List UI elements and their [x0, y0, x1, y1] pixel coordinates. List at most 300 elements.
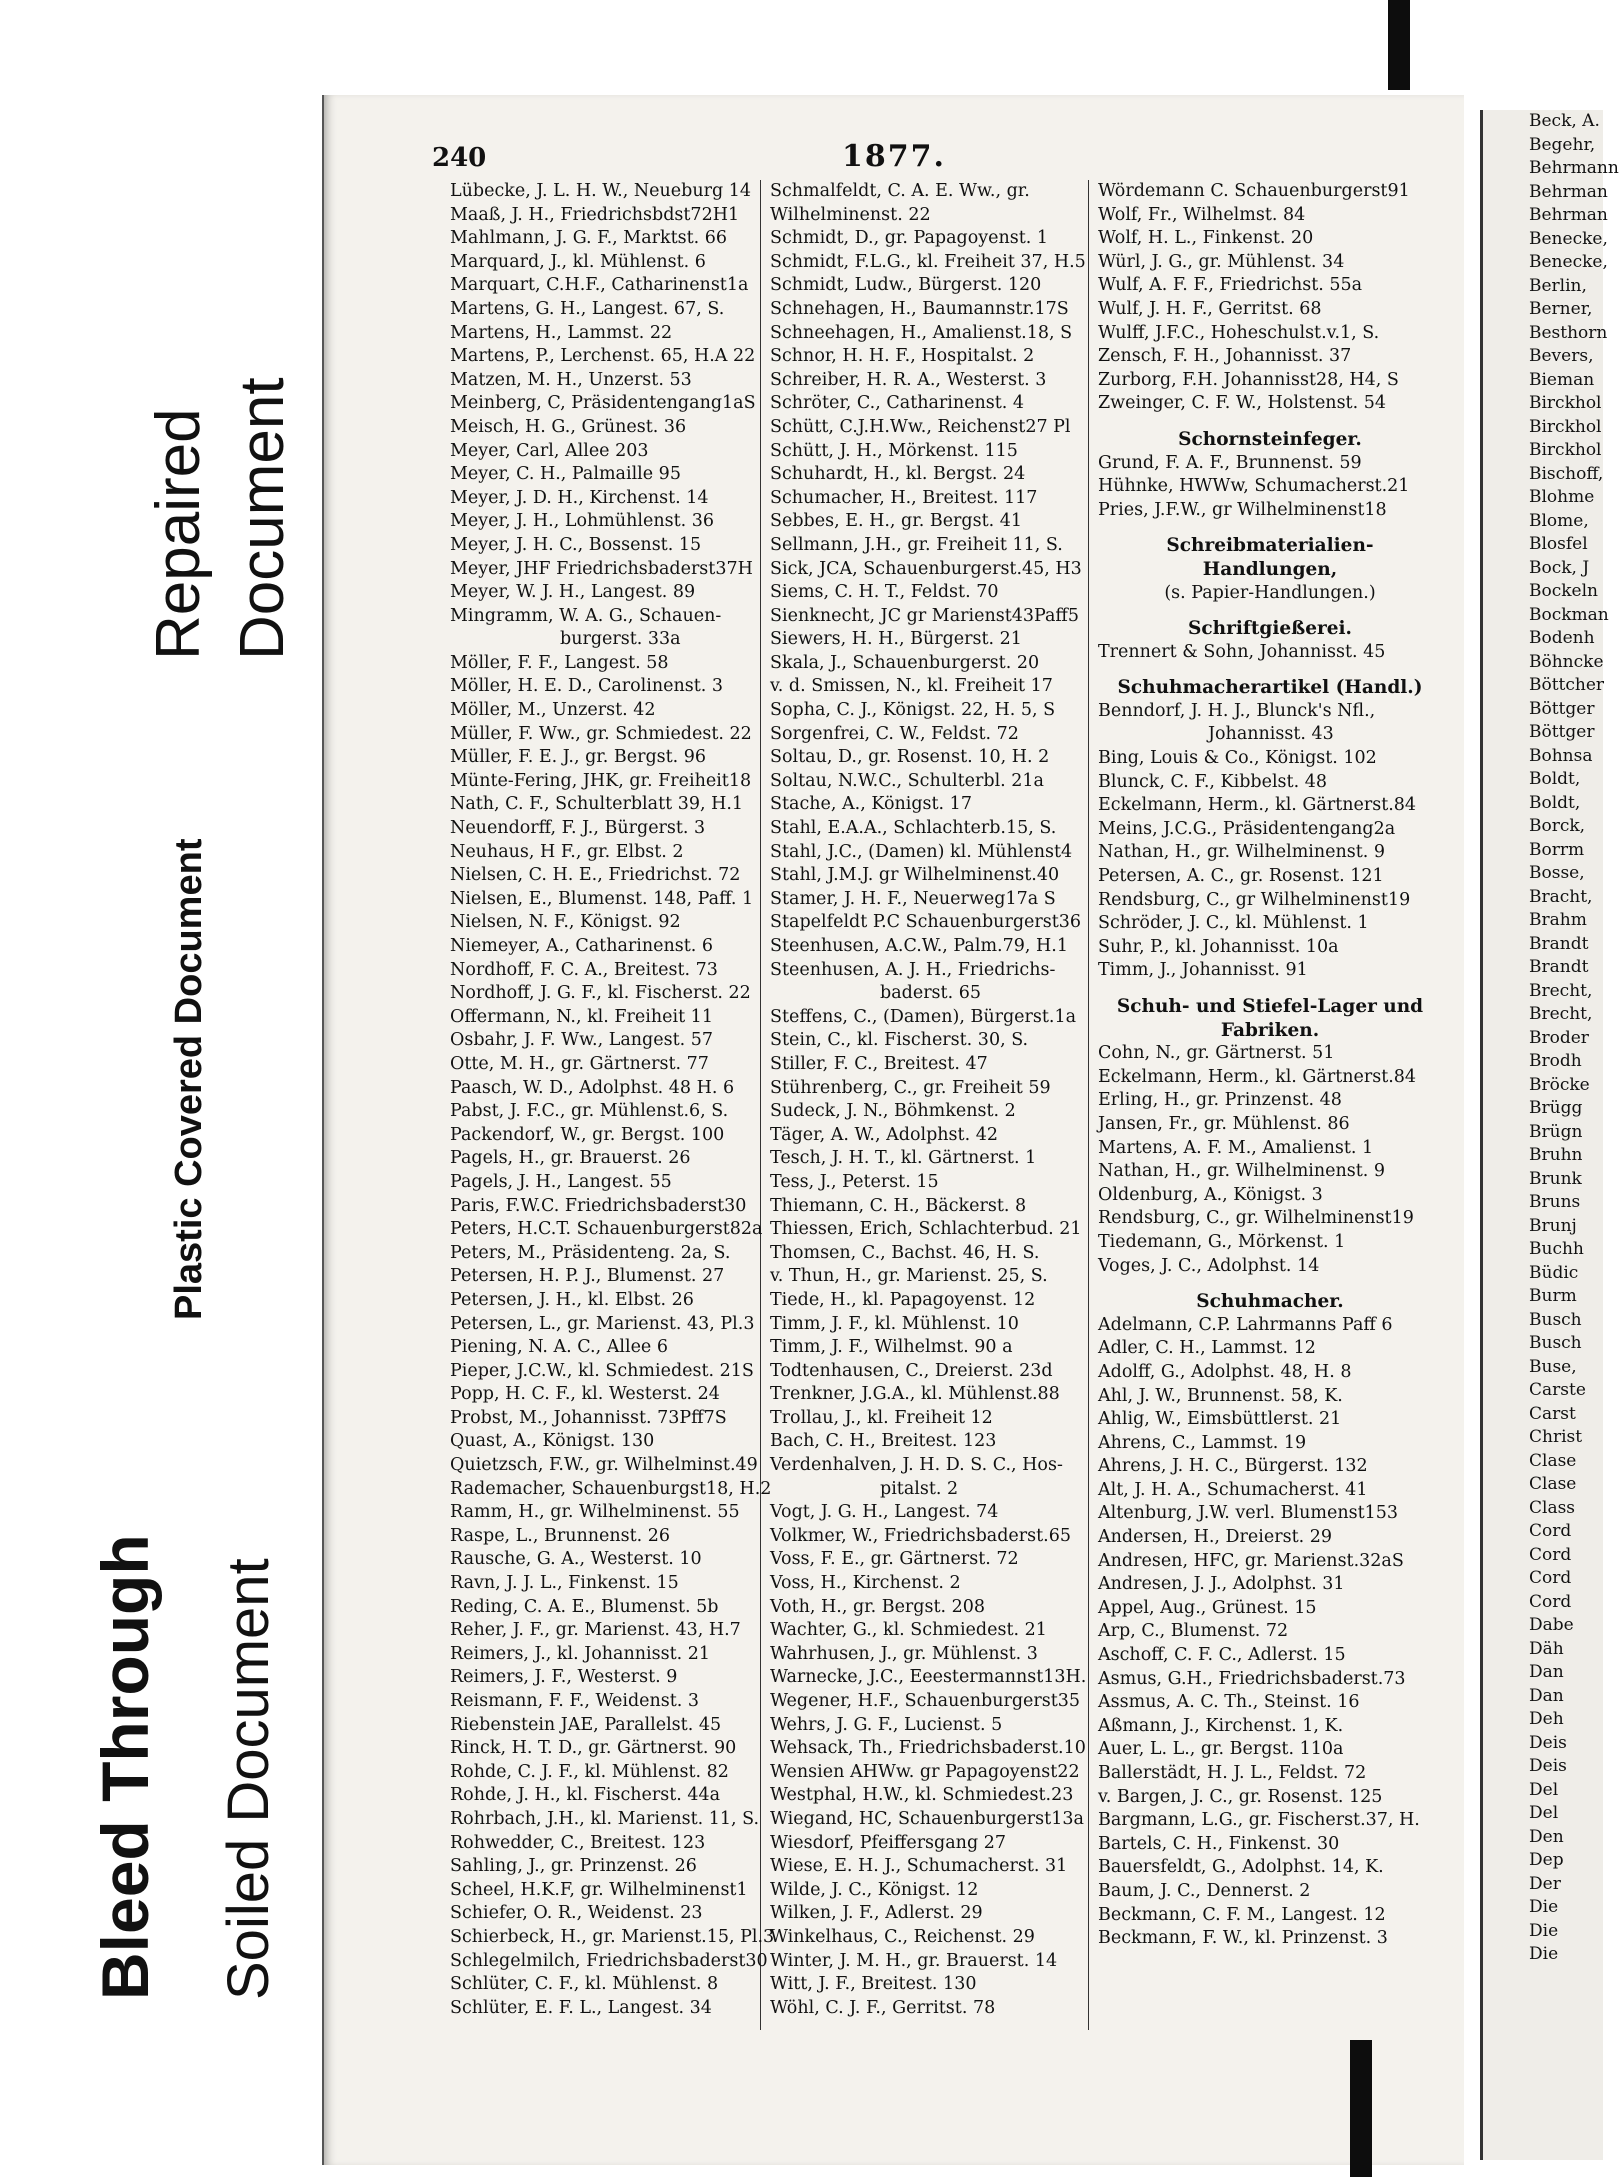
clipped-entry: Deis	[1529, 1732, 1567, 1753]
directory-entry: Schröter, C., Catharinenst. 4	[770, 393, 1025, 414]
clipped-entry: Blohme	[1529, 487, 1595, 507]
directory-entry: Reding, C. A. E., Blumenst. 5b	[450, 1596, 719, 1617]
directory-entry: Andersen, H., Dreierst. 29	[1098, 1527, 1332, 1548]
directory-entry: Steffens, C., (Damen), Bürgerst.1a	[770, 1006, 1077, 1027]
clipped-entry: Broder	[1529, 1027, 1589, 1048]
section-spacer	[1098, 664, 1442, 676]
clipped-entry: Dan	[1529, 1685, 1564, 1706]
directory-entry: Neuhaus, H F., gr. Elbst. 2	[450, 841, 684, 862]
section-heading: Schuhmacherartikel (Handl.)	[1117, 677, 1423, 699]
clipped-entry: Clase	[1529, 1474, 1577, 1494]
directory-entry: Reimers, J., kl. Johannisst. 21	[450, 1643, 711, 1664]
clipped-entry: Berlin,	[1529, 275, 1587, 296]
directory-entry: Münte-Fering, JHK, gr. Freiheit18	[450, 770, 752, 791]
clipped-entry: Böhncke	[1529, 651, 1604, 672]
directory-entry: Ahrens, J. H. C., Bürgerst. 132	[1098, 1456, 1368, 1477]
page-header	[322, 139, 1462, 175]
directory-entry: Stamer, J. H. F., Neuerweg17a S	[770, 888, 1056, 909]
clipped-entry: Class	[1529, 1497, 1576, 1518]
clipped-entry: Bosse,	[1529, 863, 1585, 883]
directory-entry: Meyer, JHF Friedrichsbaderst37H	[450, 558, 753, 579]
directory-entry: Nath, C. F., Schulterblatt 39, H.1	[450, 794, 744, 815]
directory-entry: Tiede, H., kl. Papagoyenst. 12	[770, 1289, 1036, 1310]
directory-entry: Warnecke, J.C., Eeestermannst13H.	[770, 1667, 1087, 1688]
directory-entry: Erling, H., gr. Prinzenst. 48	[1098, 1090, 1342, 1111]
directory-entry: Hühnke, HWWw, Schumacherst.21	[1098, 476, 1410, 497]
directory-entry: Bargmann, L.G., gr. Fischerst.37, H.	[1098, 1810, 1420, 1831]
directory-entry: Voges, J. C., Adolphst. 14	[1098, 1255, 1320, 1276]
directory-entry: Steenhusen, A.C.W., Palm.79, H.1	[770, 936, 1068, 956]
clipped-entry: Der	[1529, 1873, 1561, 1894]
directory-entry: Todtenhausen, C., Dreierst. 23d	[770, 1360, 1053, 1381]
directory-entry: Lübecke, J. L. H. W., Neueburg 14	[450, 181, 752, 201]
clipped-entry: Böttger	[1529, 722, 1595, 742]
clipped-entry: Cord	[1529, 1544, 1572, 1565]
directory-entry: Nathan, H., gr. Wilhelminenst. 9	[1098, 842, 1386, 863]
directory-entry: Marquart, C.H.F., Catharinenst1a	[450, 275, 749, 296]
directory-entry: Mingramm, W. A. G., Schauen-	[450, 605, 722, 626]
directory-entry: v. d. Smissen, N., kl. Freiheit 17	[770, 676, 1053, 697]
directory-entry: Wilde, J. C., Königst. 12	[770, 1879, 979, 1900]
directory-entry: Pries, J.F.W., gr Wilhelminenst18	[1098, 499, 1387, 520]
clipped-entry: Berner,	[1529, 299, 1593, 319]
directory-entry: Winkelhaus, C., Reichenst. 29	[770, 1926, 1035, 1947]
directory-entry: Sick, JCA, Schauenburgerst.45, H3	[770, 558, 1082, 579]
directory-entry: Möller, H. E. D., Carolinenst. 3	[450, 676, 724, 697]
directory-entry: v. Thun, H., gr. Marienst. 25, S.	[770, 1266, 1048, 1287]
directory-entry: Schröder, J. C., kl. Mühlenst. 1	[1098, 913, 1369, 934]
clipped-entry: Birckhol	[1529, 393, 1602, 413]
section-heading: Schuhmacher.	[1196, 1291, 1344, 1313]
directory-entry: Ravn, J. J. L., Finkenst. 15	[450, 1573, 679, 1594]
directory-entry: Raspe, L., Brunnenst. 26	[450, 1525, 671, 1546]
section-heading: Schuh- und Stiefel-Lager und	[1116, 996, 1424, 1017]
clipped-entry: Büdic	[1529, 1262, 1579, 1283]
directory-entry: Aßmann, J., Kirchenst. 1, K.	[1098, 1715, 1344, 1736]
directory-entry: Stührenberg, C., gr. Freiheit 59	[770, 1077, 1051, 1098]
directory-entry: Mahlmann, J. G. F., Marktst. 66	[450, 228, 728, 249]
directory-entry: Auer, L. L., gr. Bergst. 110a	[1098, 1739, 1344, 1760]
clipped-entry: Brecht,	[1529, 1004, 1593, 1024]
directory-entry: Ahrens, C., Lammst. 19	[1098, 1432, 1307, 1453]
directory-entry: Blunck, C. F., Kibbelst. 48	[1098, 771, 1327, 792]
directory-entry: Nielsen, C. H. E., Friedrichst. 72	[450, 865, 741, 886]
clipped-entry: Busch	[1529, 1333, 1582, 1353]
directory-entry: Reimers, J. F., Westerst. 9	[450, 1667, 678, 1688]
directory-entry: Trenkner, J.G.A., kl. Mühlenst.88	[770, 1384, 1060, 1405]
clipped-entry: Brandt	[1529, 957, 1589, 977]
directory-entry: Stapelfeldt P.C Schauenburgerst36	[770, 912, 1082, 933]
page-edge-shadow-bottom	[1350, 2040, 1372, 2177]
stamp-repaired-line1: Repaired	[144, 408, 213, 660]
directory-entry: Stein, C., kl. Fischerst. 30, S.	[770, 1030, 1029, 1051]
directory-entry: Wolf, H. L., Finkenst. 20	[1098, 228, 1314, 249]
directory-entry: pitalst. 2	[880, 1478, 959, 1499]
directory-entry: Müller, F. Ww., gr. Schmiedest. 22	[450, 723, 752, 744]
clipped-entry: Bockman	[1529, 604, 1609, 625]
directory-entry: Jansen, Fr., gr. Mühlenst. 86	[1098, 1113, 1350, 1134]
directory-entry: Schmidt, D., gr. Papagoyenst. 1	[770, 228, 1049, 249]
directory-entry: Sellmann, J.H., gr. Freiheit 11, S.	[770, 534, 1063, 555]
directory-entry: Vogt, J. G. H., Langest. 74	[770, 1502, 999, 1523]
directory-entry: Pagels, H., gr. Brauerst. 26	[450, 1148, 691, 1169]
directory-entry: Tesch, J. H. T., kl. Gärtnerst. 1	[770, 1148, 1037, 1169]
clipped-entry: Besthorn	[1529, 322, 1608, 343]
directory-entry: Wehsack, Th., Friedrichsbaderst.10	[770, 1738, 1086, 1759]
section-heading: Schornsteinfeger.	[1178, 428, 1362, 450]
directory-entry: Assmus, A. C. Th., Steinst. 16	[1098, 1692, 1360, 1713]
directory-entry: Petersen, A. C., gr. Rosenst. 121	[1098, 866, 1384, 887]
clipped-entry: Den	[1529, 1826, 1564, 1847]
directory-entry: Möller, M., Unzerst. 42	[450, 700, 656, 721]
directory-entry: Skala, J., Schauenburgerst. 20	[770, 652, 1040, 673]
directory-entry: Alt, J. H. A., Schumacherst. 41	[1098, 1479, 1368, 1500]
directory-entry: Pagels, J. H., Langest. 55	[450, 1171, 672, 1192]
directory-entry: Oldenburg, A., Königst. 3	[1098, 1184, 1323, 1205]
directory-entry: Suhr, P., kl. Johannisst. 10a	[1098, 936, 1339, 957]
directory-entry: Quast, A., Königst. 130	[450, 1431, 655, 1452]
directory-entry: Martens, H., Lammst. 22	[450, 322, 673, 343]
clipped-entry: Die	[1529, 1920, 1559, 1941]
directory-entry: Martens, P., Lerchenst. 65, H.A 22	[450, 346, 756, 367]
directory-entry: Thiemann, C. H., Bäckerst. 8	[770, 1195, 1027, 1216]
clipped-entry: Cord	[1529, 1521, 1572, 1541]
directory-entry: Nordhoff, J. G. F., kl. Fischerst. 22	[450, 983, 751, 1004]
clipped-entry: Burm	[1529, 1286, 1577, 1306]
directory-entry: Wulf, J. H. F., Gerritst. 68	[1098, 298, 1322, 319]
directory-entry: Meyer, J. H., Lohmühlenst. 36	[450, 511, 715, 532]
directory-entry: Westphal, H.W., kl. Schmiedest.23	[770, 1785, 1074, 1806]
directory-entry: Rendsburg, C., gr. Wilhelminenst19	[1098, 1208, 1414, 1229]
directory-entry: Martens, A. F. M., Amalienst. 1	[1098, 1137, 1374, 1158]
directory-entry: Wilhelminenst. 22	[770, 204, 931, 225]
clipped-entry: Die	[1529, 1944, 1559, 1964]
directory-entry: Wehrs, J. G. F., Lucienst. 5	[770, 1714, 1003, 1735]
clipped-entry: Birckhol	[1529, 416, 1602, 437]
directory-entry: Nordhoff, F. C. A., Breitest. 73	[450, 959, 718, 980]
stamp-repaired-line2: Document	[228, 377, 297, 660]
directory-entry: Appel, Aug., Grünest. 15	[1098, 1597, 1317, 1618]
clipped-entry: Die	[1529, 1897, 1559, 1917]
clipped-entry: Birckhol	[1529, 440, 1602, 460]
directory-entry: Benndorf, J. H. J., Blunck's Nfl.,	[1098, 700, 1376, 721]
directory-entry: Schmidt, F.L.G., kl. Freiheit 37, H.5	[770, 251, 1086, 272]
clipped-entry: Del	[1529, 1779, 1559, 1800]
directory-entry: baderst. 65	[880, 983, 981, 1004]
directory-entry: Bing, Louis & Co., Königst. 102	[1098, 748, 1377, 769]
clipped-entry: Borck,	[1529, 816, 1586, 836]
clipped-entry: Busch	[1529, 1309, 1582, 1330]
directory-entry: Rohwedder, C., Breitest. 123	[450, 1832, 706, 1853]
directory-entry: Wulf, A. F. F., Friedrichst. 55a	[1098, 275, 1363, 296]
clipped-entry: Bodenh	[1529, 628, 1595, 648]
section-heading: Fabriken.	[1220, 1019, 1320, 1041]
clipped-entry: Däh	[1529, 1638, 1564, 1659]
directory-entry: Petersen, L., gr. Marienst. 43, Pl.3	[450, 1313, 755, 1334]
directory-entry: Würl, J. G., gr. Mühlenst. 34	[1098, 251, 1345, 272]
directory-entry: Schütt, C.J.H.Ww., Reichenst27 Pl	[770, 416, 1071, 437]
directory-entry: Johannisst. 43	[1208, 724, 1334, 745]
directory-entry: Paris, F.W.C. Friedrichsbaderst30	[450, 1195, 747, 1216]
directory-entry: Soltau, N.W.C., Schulterbl. 21a	[770, 770, 1044, 791]
section-spacer	[1098, 983, 1442, 995]
page-number: 240	[432, 143, 487, 173]
clipped-entry: Carst	[1529, 1403, 1576, 1424]
directory-entry: Popp, H. C. F., kl. Westerst. 24	[450, 1384, 720, 1405]
clipped-entry: Brandt	[1529, 933, 1589, 954]
directory-entry: Wolf, Fr., Wilhelmst. 84	[1098, 204, 1306, 225]
directory-entry: Schneehagen, H., Amalienst.18, S	[770, 322, 1073, 343]
clipped-entry: Blome,	[1529, 510, 1589, 531]
directory-entry: Meyer, C. H., Palmaille 95	[450, 464, 681, 485]
directory-entry: Schlüter, E. F. L., Langest. 34	[450, 1997, 712, 2018]
directory-entry: Beckmann, F. W., kl. Prinzenst. 3	[1098, 1928, 1388, 1949]
clipped-entry: Cord	[1529, 1591, 1572, 1612]
directory-entry: Packendorf, W., gr. Bergst. 100	[450, 1124, 725, 1145]
directory-entry: Zurborg, F.H. Johannisst28, H4, S	[1098, 369, 1399, 390]
directory-entry: Baum, J. C., Dennerst. 2	[1098, 1880, 1311, 1901]
clipped-entry: Dan	[1529, 1662, 1564, 1682]
directory-entry: v. Bargen, J. C., gr. Rosenst. 125	[1098, 1786, 1383, 1807]
directory-entry: Wachter, G., kl. Schmiedest. 21	[770, 1620, 1047, 1641]
clipped-entry: Bruhn	[1529, 1145, 1583, 1165]
directory-entry: Osbahr, J. F. Ww., Langest. 57	[450, 1030, 713, 1051]
section-spacer	[1098, 522, 1442, 534]
directory-entry: Andresen, J. J., Adolphst. 31	[1098, 1574, 1345, 1595]
directory-entry: Wiesdorf, Pfeiffersgang 27	[770, 1832, 1006, 1853]
directory-entry: Trollau, J., kl. Freiheit 12	[770, 1407, 993, 1428]
directory-entry: Marquard, J., kl. Mühlenst. 6	[450, 251, 706, 272]
clipped-entry: Buse,	[1529, 1356, 1577, 1377]
directory-entry: Verdenhalven, J. H. D. S. C., Hos-	[770, 1455, 1063, 1476]
directory-entry: Soltau, D., gr. Rosenst. 10, H. 2	[770, 747, 1050, 768]
clipped-entry: Deh	[1529, 1709, 1564, 1729]
directory-entry: Martens, G. H., Langest. 67, S.	[450, 298, 725, 319]
clipped-entry: Brügn	[1529, 1121, 1583, 1142]
directory-entry: Altenburg, J.W. verl. Blumenst153	[1098, 1503, 1399, 1524]
clipped-entry: Brecht,	[1529, 980, 1593, 1001]
directory-entry: Stache, A., Königst. 17	[770, 794, 972, 815]
directory-entry: Meyer, J. H. C., Bossenst. 15	[450, 534, 702, 555]
clipped-entry: Deis	[1529, 1756, 1567, 1776]
section-spacer	[1098, 605, 1442, 617]
directory-entry: Schlegelmilch, Friedrichsbaderst30	[450, 1950, 768, 1971]
directory-entry: Reismann, F. F., Weidenst. 3	[450, 1691, 700, 1711]
directory-entry: Thiessen, Erich, Schlachterbud. 21	[770, 1219, 1082, 1240]
directory-entry: Probst, M., Johannisst. 73Pff7S	[450, 1407, 727, 1428]
directory-entry: Siems, C. H. T., Feldst. 70	[770, 582, 999, 603]
directory-entry: Stahl, E.A.A., Schlachterb.15, S.	[770, 818, 1057, 839]
directory-entry: Stiller, F. C., Breitest. 47	[770, 1053, 988, 1074]
directory-entry: Adelmann, C.P. Lahrmanns Paff 6	[1098, 1314, 1393, 1335]
section-heading: Schriftgießerei.	[1188, 618, 1352, 640]
clipped-entry: Blosfel	[1529, 534, 1588, 554]
directory-entry: Siewers, H. H., Bürgerst. 21	[770, 629, 1022, 650]
clipped-entry: Brunk	[1529, 1168, 1582, 1189]
clipped-entry: Bevers,	[1529, 346, 1594, 366]
directory-entry: Pabst, J. F.C., gr. Mühlenst.6, S.	[450, 1101, 729, 1122]
directory-entry: Meins, J.C.G., Präsidentengang2a	[1098, 818, 1396, 839]
clipped-entry: Cord	[1529, 1568, 1572, 1588]
directory-entry: Schuhardt, H., kl. Bergst. 24	[770, 464, 1026, 485]
directory-entry: Müller, F. E. J., gr. Bergst. 96	[450, 747, 707, 768]
directory-entry: Aschoff, C. F. C., Adlerst. 15	[1098, 1645, 1346, 1666]
directory-entry: Adler, C. H., Lammst. 12	[1098, 1338, 1316, 1359]
directory-entry: Sopha, C. J., Königst. 22, H. 5, S	[770, 700, 1056, 721]
directory-entry: Schumacher, H., Breitest. 117	[770, 487, 1038, 508]
directory-entry: Rohde, C. J. F., kl. Mühlenst. 82	[450, 1761, 729, 1782]
directory-entry: Witt, J. F., Breitest. 130	[770, 1974, 977, 1995]
clipped-entry: Böttger	[1529, 698, 1595, 719]
directory-entry: Pieper, J.C.W., kl. Schmiedest. 21S	[450, 1360, 754, 1381]
directory-entry: Timm, J. F., kl. Mühlenst. 10	[770, 1313, 1019, 1334]
directory-entry: Sienknecht, JC gr Marienst43Paff5	[770, 605, 1079, 626]
directory-entry: Möller, F. F., Langest. 58	[450, 652, 669, 673]
directory-entry: Rohrbach, J.H., kl. Marienst. 11, S.	[450, 1808, 760, 1829]
directory-entry: Nathan, H., gr. Wilhelminenst. 9	[1098, 1161, 1386, 1182]
directory-entry: Bauersfeldt, G., Adolphst. 14, K.	[1098, 1857, 1384, 1878]
clipped-entry: Bock, J	[1529, 557, 1590, 578]
directory-entry: Schmidt, Ludw., Bürgerst. 120	[770, 275, 1042, 296]
clipped-entry: Brodh	[1529, 1051, 1582, 1071]
directory-entry: Grund, F. A. F., Brunnenst. 59	[1098, 452, 1362, 473]
directory-entry: Paasch, W. D., Adolphst. 48 H. 6	[450, 1077, 735, 1098]
directory-entry: Sorgenfrei, C. W., Feldst. 72	[770, 723, 1019, 744]
stamp-soiled-document: Soiled Document	[216, 1558, 281, 2000]
clipped-entry: Carste	[1529, 1380, 1586, 1400]
clipped-entry: Bröcke	[1529, 1074, 1590, 1095]
clipped-entry: Christ	[1529, 1427, 1583, 1447]
clipped-entry: Brügg	[1529, 1098, 1583, 1118]
adjacent-page-column	[1483, 110, 1619, 1967]
clipped-entry: Behrman	[1529, 181, 1608, 202]
directory-entry: Eckelmann, Herm., kl. Gärtnerst.84	[1098, 1066, 1417, 1087]
clipped-entry: Benecke,	[1529, 228, 1608, 249]
directory-entry: Matzen, M. H., Unzerst. 53	[450, 369, 692, 390]
directory-entry: Wöhl, C. J. F., Gerritst. 78	[770, 1997, 996, 2018]
directory-entry: Meisch, H. G., Grünest. 36	[450, 416, 687, 437]
clipped-entry: Brunj	[1529, 1215, 1577, 1236]
page-edge-shadow-top	[1388, 0, 1410, 90]
directory-entry: Wilken, J. F., Adlerst. 29	[770, 1903, 983, 1924]
directory-entry: Neuendorff, F. J., Bürgerst. 3	[450, 818, 706, 839]
directory-entry: Reher, J. F., gr. Marienst. 43, H.7	[450, 1620, 741, 1641]
directory-entry: Stahl, J.M.J. gr Wilhelminenst.40	[770, 865, 1060, 886]
clipped-entry: Del	[1529, 1803, 1559, 1823]
directory-column-3	[1098, 180, 1442, 1951]
directory-entry: Ahlig, W., Eimsbüttlerst. 21	[1098, 1409, 1342, 1430]
directory-entry: Wegener, H.F., Schauenburgerst35	[770, 1691, 1081, 1711]
clipped-entry: Borrm	[1529, 839, 1585, 860]
directory-entry: Wahrhusen, J., gr. Mühlenst. 3	[770, 1643, 1038, 1664]
directory-entry: Timm, J., Johannisst. 91	[1098, 960, 1308, 981]
directory-entry: Sudeck, J. N., Böhmkenst. 2	[770, 1101, 1016, 1122]
clipped-entry: Begehr,	[1529, 134, 1596, 155]
directory-entry: Wördemann C. Schauenburgerst91	[1098, 181, 1410, 201]
section-spacer	[1098, 1278, 1442, 1290]
clipped-entry: Böttcher	[1529, 675, 1605, 695]
directory-entry: Bach, C. H., Breitest. 123	[770, 1431, 997, 1452]
directory-entry: Scheel, H.K.F, gr. Wilhelminenst1	[450, 1879, 748, 1900]
directory-entry: Schmalfeldt, C. A. E. Ww., gr.	[770, 181, 1030, 201]
directory-column-2	[770, 180, 1114, 2020]
section-heading: Schreibmaterialien-	[1166, 535, 1374, 557]
directory-entry: Otte, M. H., gr. Gärtnerst. 77	[450, 1053, 709, 1074]
directory-entry: Rausche, G. A., Westerst. 10	[450, 1549, 702, 1570]
directory-entry: Cohn, N., gr. Gärtnerst. 51	[1098, 1043, 1335, 1064]
directory-entry: Adolff, G., Adolphst. 48, H. 8	[1098, 1361, 1352, 1382]
directory-entry: Winter, J. M. H., gr. Brauerst. 14	[770, 1950, 1058, 1971]
clipped-entry: Bieman	[1529, 369, 1595, 390]
clipped-entry: Dabe	[1529, 1615, 1574, 1635]
adjacent-page-edge	[1480, 110, 1619, 2160]
directory-entry: Rinck, H. T. D., gr. Gärtnerst. 90	[450, 1738, 737, 1759]
directory-entry: Schütt, J. H., Mörkenst. 115	[770, 440, 1018, 461]
directory-entry: Stahl, J.C., (Damen) kl. Mühlenst4	[770, 841, 1073, 862]
clipped-entry: Benecke,	[1529, 252, 1608, 272]
directory-entry: Voss, F. E., gr. Gärtnerst. 72	[770, 1549, 1019, 1570]
clipped-entry: Bockeln	[1529, 581, 1598, 601]
directory-entry: Tess, J., Peterst. 15	[770, 1171, 939, 1192]
clipped-entry: Clase	[1529, 1450, 1577, 1471]
directory-entry: Zensch, F. H., Johannisst. 37	[1098, 346, 1352, 367]
directory-entry: Beckmann, C. F. M., Langest. 12	[1098, 1904, 1386, 1925]
directory-entry: Asmus, G.H., Friedrichsbaderst.73	[1098, 1668, 1406, 1689]
directory-entry: Ballerstädt, H. J. L., Feldst. 72	[1098, 1763, 1367, 1783]
directory-entry: Rademacher, Schauenburgst18, H.2	[450, 1478, 772, 1499]
directory-entry: Trennert & Sohn, Johannisst. 45	[1098, 641, 1386, 662]
directory-entry: Steenhusen, A. J. H., Friedrichs-	[770, 959, 1056, 980]
directory-entry: Meinberg, C, Präsidentengang1aS	[450, 393, 756, 414]
directory-entry: Andresen, HFC, gr. Marienst.32aS	[1098, 1550, 1404, 1571]
directory-entry: Sebbes, E. H., gr. Bergst. 41	[770, 511, 1023, 532]
clipped-entry: Bischoff,	[1529, 463, 1604, 484]
directory-entry: Petersen, H. P. J., Blumenst. 27	[450, 1266, 725, 1287]
directory-entry: Nielsen, N. F., Königst. 92	[450, 912, 681, 933]
directory-entry: Maaß, J. H., Friedrichsbdst72H1	[450, 204, 740, 225]
directory-entry: Schlüter, C. F., kl. Mühlenst. 8	[450, 1974, 719, 1995]
clipped-entry: Boldt,	[1529, 769, 1581, 789]
directory-entry: Wiese, E. H. J., Schumacherst. 31	[770, 1856, 1068, 1877]
clipped-entry: Bruns	[1529, 1192, 1581, 1212]
directory-entry: Schnehagen, H., Baumannstr.17S	[770, 298, 1069, 319]
stamp-plastic-covered: Plastic Covered Document	[168, 838, 210, 1320]
clipped-entry: Bracht,	[1529, 886, 1593, 907]
section-note: (s. Papier-Handlungen.)	[1164, 582, 1376, 603]
directory-entry: Volkmer, W., Friedrichsbaderst.65	[770, 1525, 1071, 1546]
directory-entry: Wensien AHWw. gr Papagoyenst22	[770, 1761, 1080, 1782]
directory-entry: Eckelmann, Herm., kl. Gärtnerst.84	[1098, 795, 1417, 816]
directory-entry: Meyer, Carl, Allee 203	[450, 440, 649, 461]
clipped-entry: Behrman	[1529, 205, 1608, 225]
directory-entry: Offermann, N., kl. Freiheit 11	[450, 1006, 713, 1027]
directory-entry: Voss, H., Kirchenst. 2	[770, 1573, 961, 1594]
directory-entry: Petersen, J. H., kl. Elbst. 26	[450, 1289, 694, 1310]
directory-entry: Timm, J. F., Wilhelmst. 90 a	[770, 1337, 1013, 1358]
directory-entry: Rohde, J. H., kl. Fischerst. 44a	[450, 1785, 721, 1806]
directory-entry: Sahling, J., gr. Prinzenst. 26	[450, 1856, 697, 1877]
directory-entry: Zweinger, C. F. W., Holstenst. 54	[1098, 393, 1386, 414]
clipped-entry: Dep	[1529, 1850, 1564, 1870]
directory-entry: burgerst. 33a	[560, 629, 681, 650]
directory-entry: Rendsburg, C., gr Wilhelminenst19	[1098, 889, 1411, 910]
directory-entry: Peters, H.C.T. Schauenburgerst82a	[450, 1219, 763, 1240]
directory-entry: Riebenstein JAE, Parallelst. 45	[450, 1714, 722, 1735]
directory-column-1	[450, 180, 794, 2020]
clipped-entry: Buchh	[1529, 1239, 1584, 1259]
directory-entry: Täger, A. W., Adolphst. 42	[770, 1124, 998, 1145]
directory-entry: Schnor, H. H. F., Hospitalst. 2	[770, 346, 1035, 367]
